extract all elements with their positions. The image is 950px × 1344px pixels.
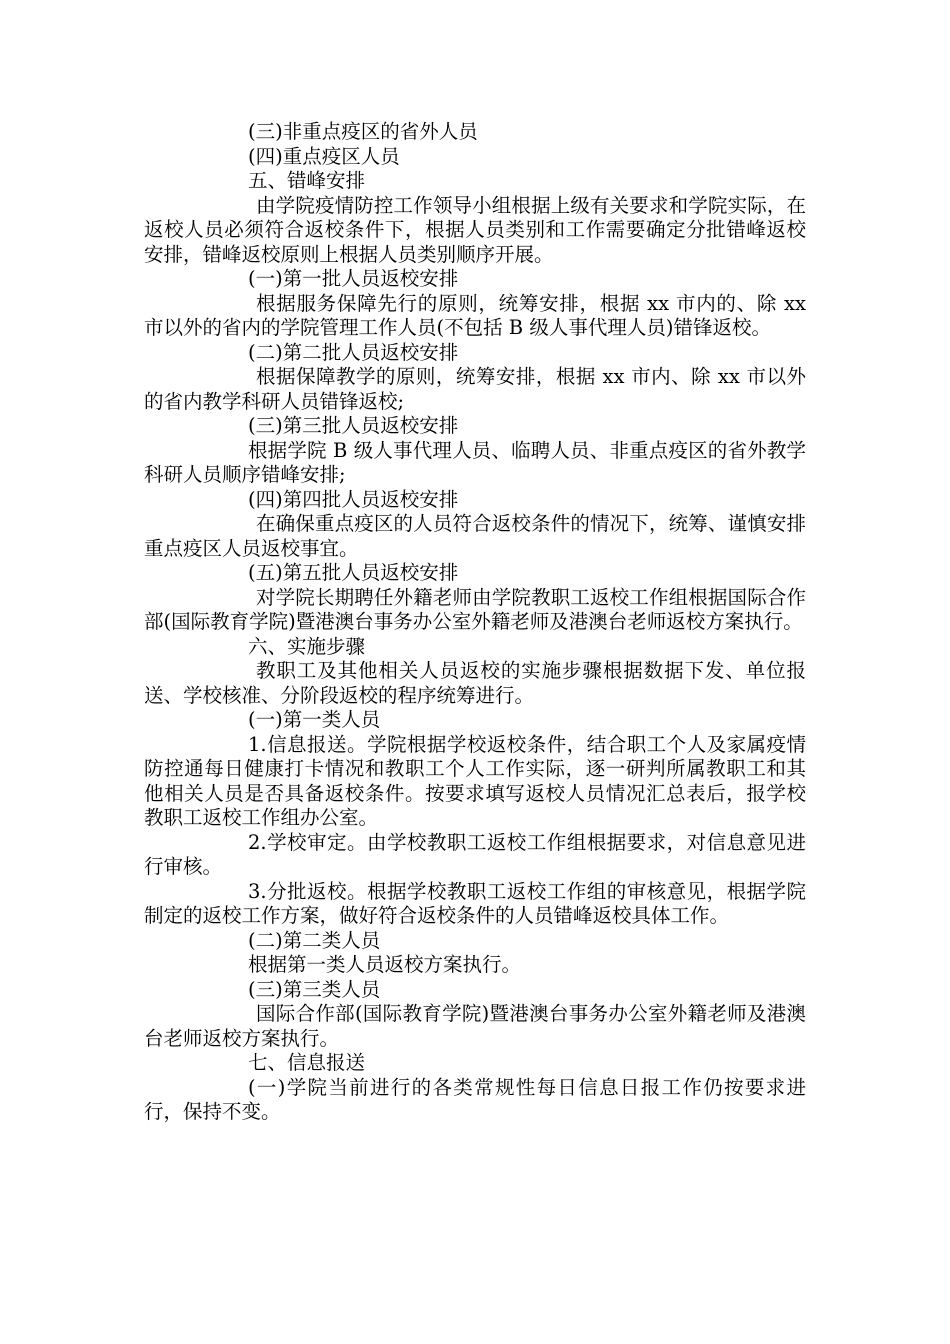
- subheading-category-2: (二)第二类人员: [248, 928, 381, 952]
- heading-non-key-outside-province: (三)非重点疫区的省外人员: [248, 120, 478, 143]
- numbered-paragraph: 3.分批返校。根据学校教职工返校工作组的审核意见，根据学院制定的返校工作方案，做好符合返校条件的人员错峰返校具体工作。: [144, 879, 806, 927]
- section-heading-staggered: 五、错峰安排: [248, 169, 366, 192]
- heading-key-epidemic-area: (四)重点疫区人员: [248, 144, 400, 168]
- body-paragraph: 在确保重点疫区的人员符合返校条件的情况下，统筹、谨慎安排重点疫区人员返校事宜。: [144, 512, 806, 560]
- document-body: [144, 120, 806, 1125]
- body-paragraph: 根据第一类人员返校方案执行。: [248, 953, 522, 976]
- body-paragraph: 根据学院 B 级人事代理人员、临聘人员、非重点疫区的省外教学科研人员顺序错峰安排;: [144, 438, 806, 486]
- subheading-batch-1: (一)第一批人员返校安排: [248, 267, 459, 290]
- subheading-batch-2: (二)第二批人员返校安排: [248, 340, 459, 364]
- body-paragraph: 根据保障教学的原则，统筹安排，根据 xx 市内、除 xx 市以外的省内教学科研人员错锋返校;: [144, 365, 806, 413]
- numbered-paragraph: 2.学校审定。由学校教职工返校工作组根据要求，对信息意见进行审核。: [144, 830, 806, 878]
- subheading-batch-4: (四)第四批人员返校安排: [248, 487, 459, 511]
- body-paragraph: 对学院长期聘任外籍老师由学院教职工返校工作组根据国际合作部(国际教育学院)暨港澳台事务办公室外籍老师及港澳台老师返校方案执行。: [144, 585, 806, 633]
- body-paragraph: 根据服务保障先行的原则，统筹安排，根据 xx 市内的、除 xx 市以外的省内的学院管理工作人员(不包括 B 级人事代理人员)错锋返校。: [144, 291, 806, 339]
- subheading-category-1: (一)第一类人员: [248, 708, 381, 731]
- numbered-paragraph: 1.信息报送。学院根据学校返校条件，结合职工个人及家属疫情防控通每日健康打卡情况和教职工个人工作实际，逐一研判所属教职工和其他相关人员是否具备返校条件。按要求填写返校人员情况汇总表后，报学校教职工返校工作组办公室。: [144, 732, 806, 829]
- subheading-batch-3: (三)第三批人员返校安排: [248, 414, 459, 437]
- subheading-category-3: (三)第三类人员: [248, 977, 381, 1001]
- body-paragraph: 国际合作部(国际教育学院)暨港澳台事务办公室外籍老师及港澳台老师返校方案执行。: [144, 1002, 806, 1050]
- body-paragraph: 由学院疫情防控工作领导小组根据上级有关要求和学院实际，在返校人员必须符合返校条件下，根据人员类别和工作需要确定分批错峰返校安排，错峰返校原则上根据人员类别顺序开展。: [144, 193, 806, 266]
- section-heading-steps: 六、实施步骤: [248, 634, 366, 658]
- subheading-batch-5: (五)第五批人员返校安排: [248, 561, 459, 584]
- body-paragraph: (一)学院当前进行的各类常规性每日信息日报工作仍按要求进行，保持不变。: [144, 1075, 806, 1123]
- section-heading-info-report: 七、信息报送: [248, 1051, 366, 1074]
- body-paragraph: 教职工及其他相关人员返校的实施步骤根据数据下发、单位报送、学校核准、分阶段返校的程序统筹进行。: [144, 659, 806, 707]
